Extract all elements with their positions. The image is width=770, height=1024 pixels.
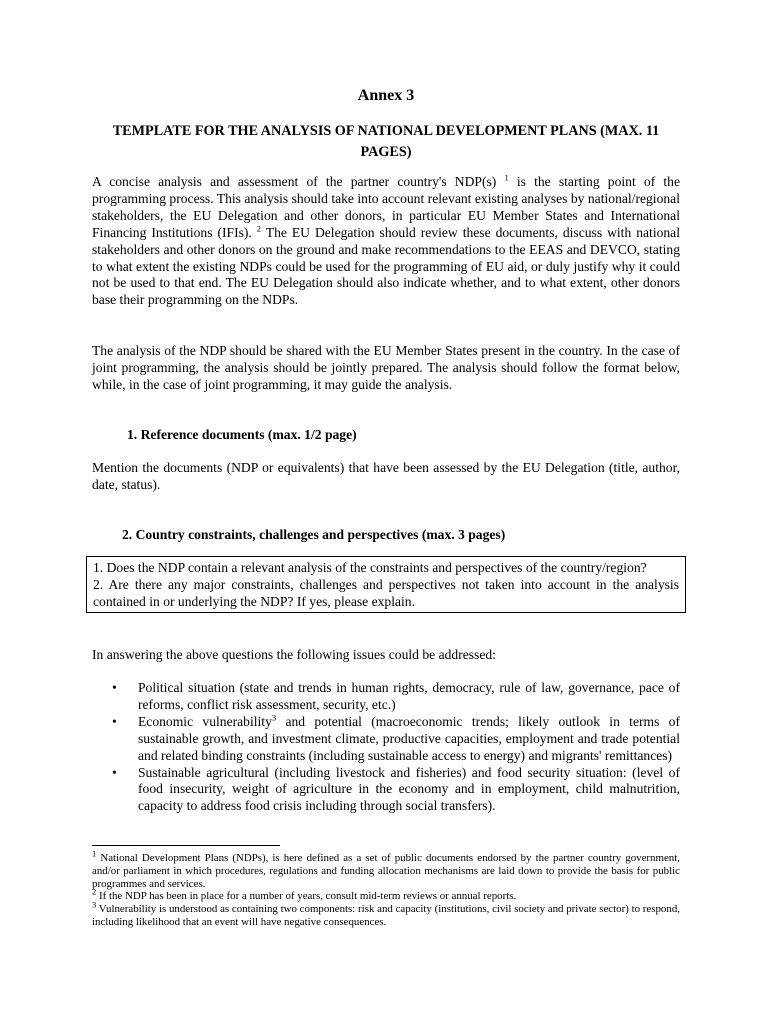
bullet-icon: •	[112, 764, 117, 780]
intro-paragraph-1	[92, 174, 680, 309]
bullet-2-text-a: Economic vulnerability	[138, 713, 272, 729]
annex-title: Annex 3	[357, 87, 415, 104]
footnote-1-number: 1	[92, 848, 97, 859]
question-1: 1. Does the NDP contain a relevant analysis of the constraints and perspectives of the country/region?	[93, 560, 647, 575]
bullet-1-text: Political situation (state and trends in human rights, democracy, rule of law, governance, pace of reforms, conflict risk assessment, security, etc.)	[138, 680, 680, 712]
section-1-heading: 1. Reference documents (max. 1/2 page)	[127, 427, 357, 442]
list-item	[112, 680, 680, 714]
footnote-3-number: 3	[92, 899, 97, 910]
bullet-icon: •	[112, 680, 117, 695]
question-2: 2. Are there any major constraints, challenges and perspectives not taken into account in the analysis contained in or underlying the NDP? If yes, please explain.	[93, 576, 679, 609]
list-item	[112, 714, 680, 765]
intro-p1-text-a: A concise analysis and assessment of the partner country's NDP(s)	[92, 174, 505, 189]
footnote-2-text: If the NDP has been in place for a number of years, consult mid-term reviews or annual reports.	[96, 890, 517, 903]
footnote-3	[92, 899, 680, 929]
footnotes	[92, 848, 680, 929]
footnote-separator	[92, 845, 280, 846]
footnote-ref-2: 2	[256, 223, 262, 234]
section-1-text: Mention the documents (NDP or equivalents) that have been assessed by the EU Delegation (title, author, date, status).	[92, 460, 680, 492]
bullet-2-text-b: and potential (macroeconomic trends; likely outlook in terms of sustainable growth, and investment climate, productive capacities, employment and trade potential and related binding constraints (including sustainable access to energy) and migrants' remittances)	[138, 713, 680, 763]
footnote-ref-3: 3	[271, 712, 277, 723]
footnote-2	[92, 886, 680, 903]
footnote-ref-1: 1	[504, 172, 509, 183]
footnote-3-text: Vulnerability is understood as containing two components: risk and capacity (institutions, civil society and private sector) to respond, including likelihood that an event will have negative consequences.	[92, 903, 680, 928]
questions-box	[86, 556, 686, 613]
intro-paragraph-2: The analysis of the NDP should be shared with the EU Member States present in the country. In the case of joint programming, the analysis should be jointly prepared. The analysis should follow the format below, while, in the case of joint programming, it may guide the analysis.	[92, 343, 680, 392]
intro-p1-text-c: The EU Delegation should review these documents, discuss with national stakeholders and other donors on the ground and make recommendations to the EEAS and DEVCO, stating to what extent the existing NDPs could be used for the programming of EU aid, or duly justify why it could not be used to that end. The EU Delegation should also indicate whether, and to what extent, other donors base their programming on the NDPs.	[92, 224, 680, 308]
footnote-2-number: 2	[92, 886, 97, 897]
template-title: TEMPLATE FOR THE ANALYSIS OF NATIONAL DEVELOPMENT PLANS (MAX. 11 PAGES)	[112, 123, 660, 160]
section-2-heading: 2. Country constraints, challenges and perspectives (max. 3 pages)	[122, 527, 506, 542]
issues-list	[112, 680, 680, 815]
list-item	[112, 765, 680, 816]
issues-lead: In answering the above questions the following issues could be addressed:	[92, 647, 496, 662]
bullet-3-text: Sustainable agricultural (including livestock and fisheries) and food security situation: (level of food insecurity, weight of agriculture in the economy and in employment, child malnutrition, capacity to address food crisis including through social transfers).	[138, 764, 680, 814]
intro-p1-text-b: is the starting point of the programming process. This analysis should take into account relevant existing analyses by national/regional stakeholders, the EU Delegation and other donors, in particular EU Member States and International Financing Institutions (IFIs).	[92, 174, 680, 240]
bullet-icon: •	[112, 713, 117, 729]
footnote-1-text: National Development Plans (NDPs), is here defined as a set of public documents endorsed by the partner country government, and/or parliament in which procedures, regulations and funding allocation mechanisms are laid down to provide the basis for public programmes and services.	[92, 852, 680, 890]
footnote-1	[92, 848, 680, 890]
